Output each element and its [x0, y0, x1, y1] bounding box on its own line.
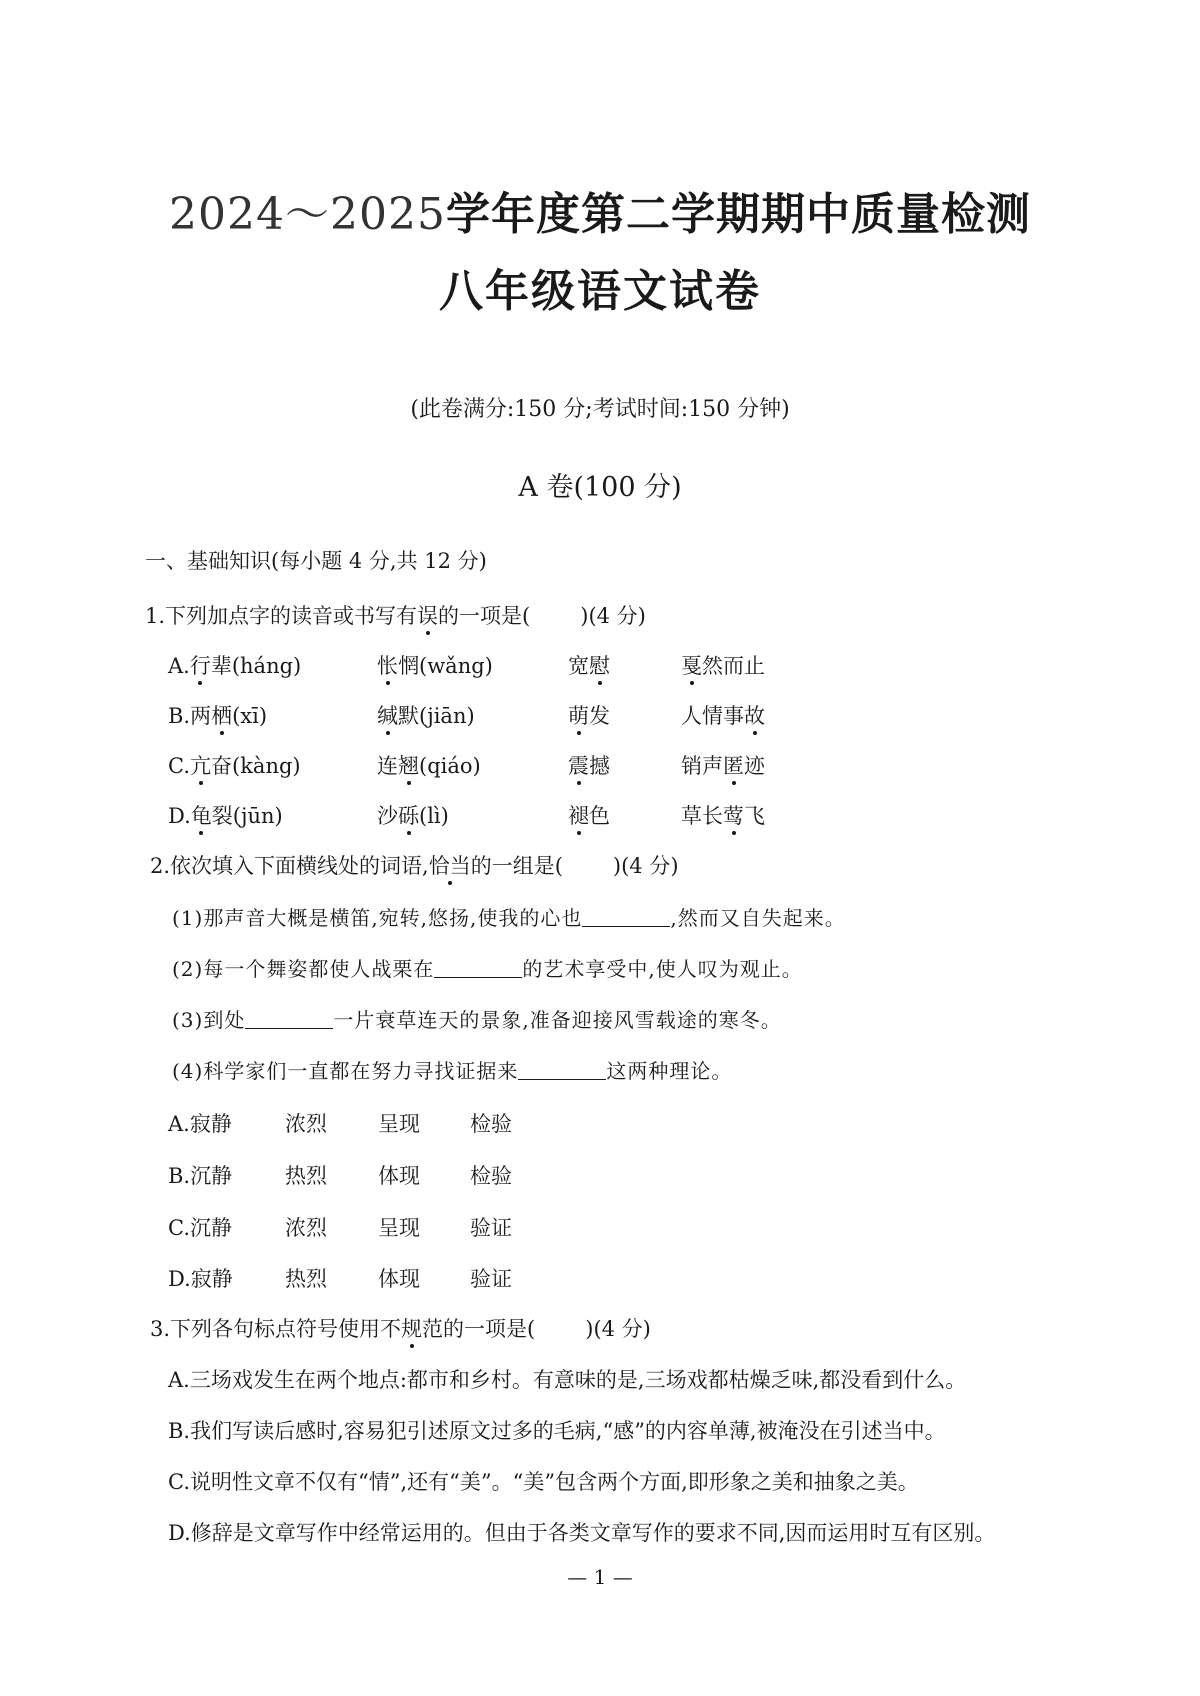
q2-text: 2.依次填入下面横线处的词语,	[150, 854, 429, 878]
fill-blank	[582, 906, 670, 927]
q2-score: )(4 分)	[612, 854, 679, 878]
q3-option-a: A.三场戏发生在两个地点:都市和乡村。有意味的是,三场戏都枯燥乏味,都没看到什么。	[168, 1368, 967, 1392]
question-3	[150, 1313, 651, 1343]
q3-dotted-word: 不规范	[380, 1317, 444, 1341]
q2-option-a-word4: 检验	[470, 1112, 512, 1136]
q2-option-b-word2: 热烈	[285, 1164, 327, 1188]
q3-text-post: 的一项是(	[443, 1317, 536, 1341]
section-heading: 一、基础知识(每小题 4 分,共 12 分)	[145, 549, 487, 573]
exam-year: 2024～2025	[169, 189, 446, 240]
q1-option-c-term4: 销声匿迹	[681, 754, 765, 778]
fill-blank	[434, 957, 522, 978]
q1-option-b-term4: 人情事故	[681, 704, 765, 728]
q1-option-a-term4: 戛然而止	[681, 654, 765, 678]
q2-dotted-word: 恰当	[428, 854, 471, 878]
q1-option-a-term1: A.行辈(háng)	[168, 654, 302, 678]
q3-text: 3.下列各句标点符号使用	[150, 1317, 381, 1341]
q1-option-c-term1: C.亢奋(kàng)	[168, 754, 301, 778]
q1-option-c-term3: 震撼	[568, 754, 610, 778]
q1-option-d-term2: 沙砾(lì)	[377, 804, 449, 828]
fill-blank	[518, 1059, 606, 1080]
q1-text-post: 的一项是(	[438, 604, 531, 628]
q2-option-d-word4: 验证	[470, 1267, 512, 1291]
q2-option-c-word4: 验证	[470, 1216, 512, 1240]
q1-option-b-term2: 缄默(jiān)	[377, 704, 475, 728]
q2-sentence-3: (3)到处 一片衰草连天的景象,准备迎接风雪载途的寒冬。	[172, 1008, 782, 1032]
exam-title-rest: 学年度第二学期期中质量检测	[445, 189, 1031, 240]
q1-option-b-term1: B.两栖(xī)	[168, 704, 268, 728]
q1-dotted-char: 误	[417, 604, 439, 628]
q1-option-c-term2: 连翘(qiáo)	[377, 754, 481, 778]
q2-option-b-word1: B.沉静	[168, 1164, 233, 1188]
q2-option-d-word2: 热烈	[285, 1267, 327, 1291]
volume-heading: A 卷(100 分)	[518, 472, 682, 503]
q1-option-a-term3: 宽慰	[568, 654, 610, 678]
q1-option-d-term4: 草长莺飞	[681, 804, 765, 828]
q2-option-a-word2: 浓烈	[285, 1112, 327, 1136]
q2-option-c-word1: C.沉静	[168, 1216, 232, 1240]
q1-option-b-term3: 萌发	[568, 704, 610, 728]
q1-text: 1.下列加点字的读音或书写有	[145, 604, 418, 628]
q2-option-d-word3: 体现	[378, 1267, 420, 1291]
exam-info: (此卷满分:150 分;考试时间:150 分钟)	[410, 397, 790, 422]
q2-option-a-word3: 呈现	[378, 1112, 420, 1136]
q1-option-a-term2: 怅惘(wǎng)	[377, 654, 493, 678]
q2-option-d-word1: D.寂静	[168, 1267, 233, 1291]
q1-score: )(4 分)	[580, 604, 646, 628]
exam-subject-title: 八年级语文试卷	[439, 266, 761, 317]
q2-option-c-word2: 浓烈	[285, 1216, 327, 1240]
q2-text-post: 的一组是(	[470, 854, 563, 878]
q1-option-d-term3: 褪色	[568, 804, 610, 828]
q2-option-b-word3: 体现	[378, 1164, 420, 1188]
q2-option-c-word3: 呈现	[378, 1216, 420, 1240]
q3-option-c: C.说明性文章不仅有“情”,还有“美”。“美”包含两个方面,即形象之美和抽象之美。	[168, 1470, 919, 1494]
q2-option-a-word1: A.寂静	[168, 1112, 232, 1136]
q3-option-d: D.修辞是文章写作中经常运用的。但由于各类文章写作的要求不同,因而运用时互有区别。	[168, 1521, 996, 1545]
exam-title	[0, 178, 1200, 242]
q2-sentence-4: (4)科学家们一直都在努力寻找证据来 这两种理论。	[172, 1059, 733, 1083]
q3-option-b: B.我们写读后感时,容易犯引述原文过多的毛病,“感”的内容单薄,被淹没在引述当中。	[168, 1419, 946, 1443]
q2-option-b-word4: 检验	[470, 1164, 512, 1188]
fill-blank	[245, 1008, 333, 1029]
q2-sentence-2: (2)每一个舞姿都使人战栗在 的艺术享受中,使人叹为观止。	[172, 957, 803, 981]
q2-sentence-1: (1)那声音大概是横笛,宛转,悠扬,使我的心也 ,然而又自失起来。	[172, 906, 846, 930]
question-1	[145, 600, 646, 630]
q1-option-d-term1: D.龟裂(jūn)	[168, 804, 283, 828]
page-number: — 1 —	[567, 1565, 633, 1589]
question-2	[150, 850, 679, 880]
q3-score: )(4 分)	[585, 1317, 651, 1341]
